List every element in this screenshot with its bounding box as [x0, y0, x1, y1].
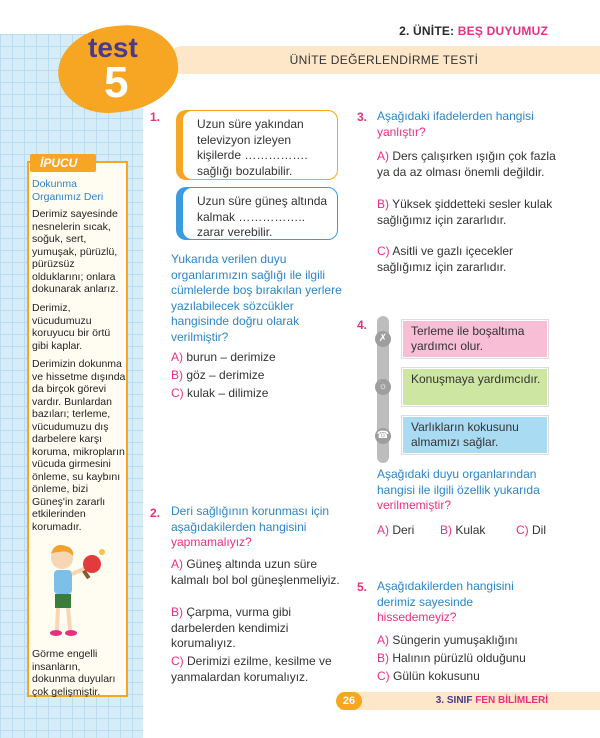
q4-option-a-text: Deri [392, 523, 415, 537]
q5-question-text: Aşağıdakilerden hangisini derimiz sayesinde [377, 579, 514, 609]
q3-number: 3. [357, 110, 368, 124]
tip-subtitle-line2: Organımız Deri [32, 191, 104, 203]
q3-option-b-letter: B) [377, 197, 389, 211]
q1-option-a[interactable] [171, 350, 276, 366]
q4-option-a[interactable] [377, 523, 414, 537]
q1-option-c-text: kulak – dilimize [187, 386, 269, 400]
footer-subject: FEN BİLİMLERİ [475, 695, 548, 706]
unit-name: BEŞ DUYUMUZ [457, 24, 548, 38]
q5-option-c-letter: C) [377, 669, 390, 683]
q2-question-text: Deri sağlığının korunması için aşağıdakilerden hangisini [171, 504, 330, 534]
tip-subtitle-line1: Dokunma [32, 178, 77, 190]
footer-text [436, 695, 548, 706]
q3-option-b[interactable] [377, 197, 557, 228]
q1-bubble-1: Uzun süre yakından televizyon izleyen kişilerde ……………. sağlığı bozulabilir. [182, 110, 338, 180]
q5-option-b-text: Halının pürüzlü olduğunu [392, 651, 526, 665]
q1-option-a-text: burun – derimize [186, 350, 276, 364]
unit-number: 2. ÜNİTE: [399, 24, 455, 38]
q2-option-a-letter: A) [171, 557, 183, 571]
q2-option-a[interactable] [171, 557, 341, 588]
q5-option-a-text: Süngerin yumuşaklığını [392, 633, 518, 647]
q5-number: 5. [357, 580, 368, 594]
q4-option-b-letter: B) [440, 523, 452, 537]
q2-question [171, 504, 341, 551]
child-illustration [40, 540, 110, 640]
phone-icon: ☎ [375, 428, 391, 444]
q3-option-a[interactable] [377, 149, 557, 180]
q3-option-c-letter: C) [377, 244, 390, 258]
test-number: 5 [104, 58, 129, 107]
q4-question [377, 467, 557, 514]
q2-option-b[interactable] [171, 605, 341, 652]
test-subtitle: ÜNİTE DEĞERLENDİRME TESTİ [289, 53, 479, 67]
q5-question [377, 579, 537, 626]
q1-number: 1. [150, 110, 161, 124]
tip-paragraph-1: Derimiz sayesinde nesnelerin sıcak, soğuk, sert, yumuşak, pürüzlü, pürüzsüz olduklarını; onlara dokunarak anlarız. [32, 208, 119, 295]
sun-icon: ☼ [375, 379, 391, 395]
cross-icon: ✗ [375, 331, 391, 347]
q5-option-a-letter: A) [377, 633, 389, 647]
tip-paragraph-2: Derimiz, vücudumuzu koruyucu bir örtü gibi kaplar. [32, 302, 111, 352]
q2-number: 2. [150, 506, 161, 520]
q1-option-b[interactable] [171, 368, 264, 384]
q2-option-b-letter: B) [171, 605, 183, 619]
q4-number: 4. [357, 318, 368, 332]
q4-card-1: Terleme ile boşaltıma yardımcı olur. [402, 320, 548, 358]
unit-title [399, 24, 548, 38]
q4-keyword: verilmemiştir? [377, 498, 452, 512]
q1-option-b-letter: B) [171, 368, 183, 382]
q3-option-c[interactable] [377, 244, 557, 275]
q1-question: Yukarıda verilen duyu organlarımızın sağlığı ile ilgili cümlelerde boş bırakılan yerlere yazılabilecek sözcükler hangisinde doğru olarak verilmiştir? [171, 252, 342, 344]
q3-question [377, 109, 557, 140]
q4-question-text: Aşağıdaki duyu organlarından hangisi ile ilgili özellik yukarıda [377, 467, 540, 497]
q4-option-a-letter: A) [377, 523, 389, 537]
tip-tab: İPUCU [30, 154, 96, 172]
test-word: test [88, 32, 138, 63]
tip-subtitle [32, 178, 124, 204]
q5-option-c[interactable] [377, 669, 480, 685]
q5-option-c-text: Gülün kokusunu [393, 669, 480, 683]
q3-option-b-text: Yüksek şiddetteki sesler kulak sağlığımız için zararlıdır. [377, 197, 553, 227]
q4-option-c-text: Dil [532, 523, 547, 537]
q3-option-a-text: Ders çalışırken ışığın çok fazla ya da az olması önemli değildir. [377, 149, 556, 179]
q2-keyword: yapmamalıyız? [171, 535, 252, 549]
q2-option-b-text: Çarpma, vurma gibi darbelerden kendimizi korumalıyız. [171, 605, 292, 650]
q3-option-c-text: Asitli ve gazlı içecekler sağlığımız için zararlıdır. [377, 244, 514, 274]
q1-option-c[interactable] [171, 386, 268, 402]
q2-option-a-text: Güneş altında uzun süre kalmalı bol bol güneşlenmeliyiz. [171, 557, 340, 587]
test-title-band [168, 46, 600, 74]
q5-option-b[interactable] [377, 651, 526, 667]
q4-card-2: Konuşmaya yardımcıdır. [402, 368, 548, 406]
q3-option-a-letter: A) [377, 149, 389, 163]
q2-option-c[interactable] [171, 654, 341, 685]
q3-question-text: Aşağıdaki ifadelerden hangisi [377, 109, 534, 123]
q1-option-a-letter: A) [171, 350, 183, 364]
q4-option-b-text: Kulak [455, 523, 486, 537]
q5-option-a[interactable] [377, 633, 518, 649]
q4-option-c[interactable] [516, 523, 546, 537]
q4-card-3: Varlıkların kokusunu almamızı sağlar. [402, 416, 548, 454]
q4-option-c-letter: C) [516, 523, 529, 537]
q4-option-b[interactable] [440, 523, 485, 537]
q3-keyword: yanlıştır? [377, 124, 426, 139]
tip-paragraph-3: Derimizin dokunma ve hissetme dışında da birçok görevi vardır. Bunlardan bazıları; terleme, vücudumuzu dış darbelere karşı koruma, mikropların vücuda girmesini önleme, su kaybını önleme, bizi Güneş'in zararlı etkilerinden korumadır. [32, 358, 126, 533]
q1-option-c-letter: C) [171, 386, 184, 400]
page-number: 26 [336, 692, 362, 710]
q5-option-b-letter: B) [377, 651, 389, 665]
footer-grade: 3. SINIF [435, 695, 473, 706]
q1-bubble-2: Uzun süre güneş altında kalmak …………….. zarar verebilir. [182, 187, 338, 240]
q2-option-c-text: Derimizi ezilme, kesilme ve yanmalardan korumalıyız. [171, 654, 332, 684]
tip-paragraph-4: Görme engelli insanların, dokunma duyuları çok gelişmiştir. [32, 648, 116, 698]
q1-option-b-text: göz – derimize [186, 368, 265, 382]
q5-keyword: hissedemeyiz? [377, 610, 457, 624]
q2-option-c-letter: C) [171, 654, 184, 668]
